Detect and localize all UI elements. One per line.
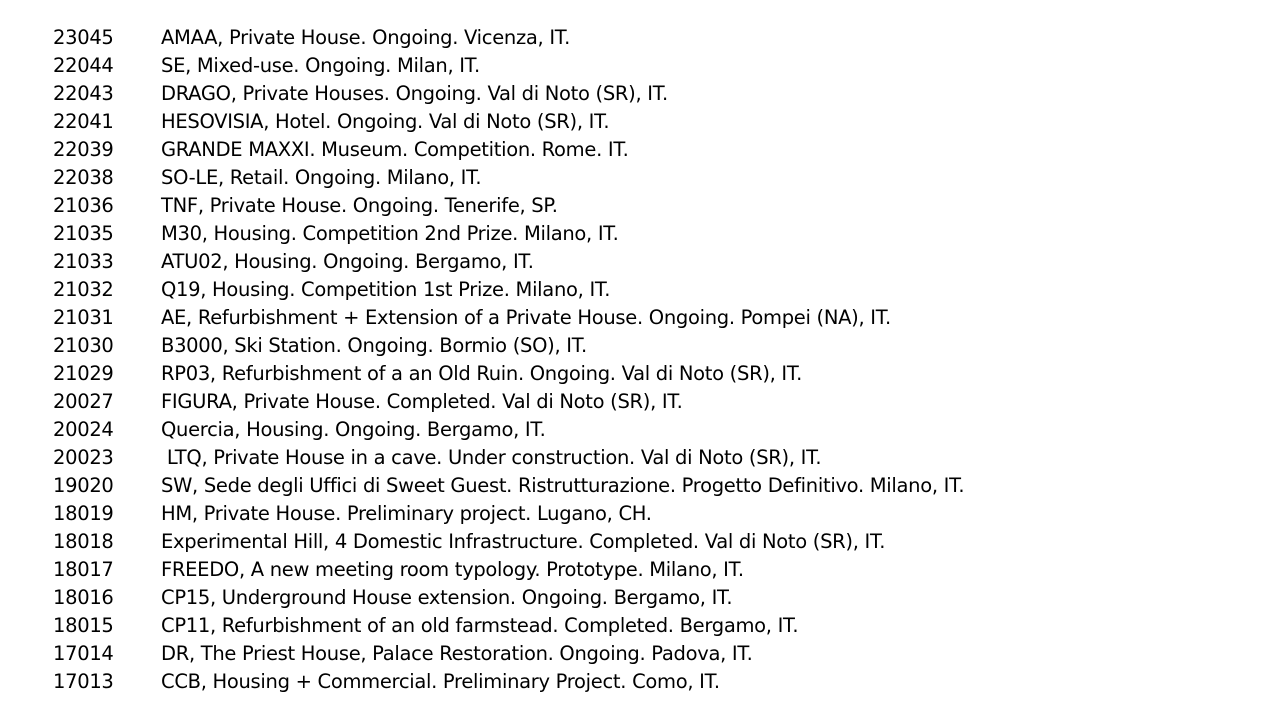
project-code: 21033 xyxy=(53,250,114,273)
project-code: 21032 xyxy=(53,278,114,301)
project-code: 21035 xyxy=(53,222,114,245)
project-code: 18018 xyxy=(53,530,114,553)
project-row[interactable] xyxy=(53,556,964,584)
project-code: 20027 xyxy=(53,390,114,413)
project-code: 18017 xyxy=(53,558,114,581)
project-row[interactable] xyxy=(53,52,964,80)
project-code: 19020 xyxy=(53,474,114,497)
project-description: SW, Sede degli Uffici di Sweet Guest. Ristrutturazione. Progetto Definitivo. Milano, IT. xyxy=(161,474,965,497)
project-row[interactable] xyxy=(53,472,964,500)
project-row[interactable] xyxy=(53,304,964,332)
project-code: 17014 xyxy=(53,642,114,665)
project-code: 22041 xyxy=(53,110,114,133)
project-description: TNF, Private House. Ongoing. Tenerife, SP. xyxy=(161,194,558,217)
project-description: LTQ, Private House in a cave. Under construction. Val di Noto (SR), IT. xyxy=(161,446,822,469)
project-description: FIGURA, Private House. Completed. Val di Noto (SR), IT. xyxy=(161,390,683,413)
project-code: 17013 xyxy=(53,670,114,693)
project-list xyxy=(53,24,964,696)
project-description: CP15, Underground House extension. Ongoing. Bergamo, IT. xyxy=(161,586,733,609)
project-row[interactable] xyxy=(53,500,964,528)
project-description: Quercia, Housing. Ongoing. Bergamo, IT. xyxy=(161,418,546,441)
project-row[interactable] xyxy=(53,164,964,192)
project-description: M30, Housing. Competition 2nd Prize. Milano, IT. xyxy=(161,222,619,245)
project-row[interactable] xyxy=(53,24,964,52)
project-code: 21029 xyxy=(53,362,114,385)
project-row[interactable] xyxy=(53,444,964,472)
project-row[interactable] xyxy=(53,276,964,304)
project-description: HESOVISIA, Hotel. Ongoing. Val di Noto (SR), IT. xyxy=(161,110,610,133)
project-code: 18016 xyxy=(53,586,114,609)
project-description: SE, Mixed-use. Ongoing. Milan, IT. xyxy=(161,54,480,77)
project-description: AMAA, Private House. Ongoing. Vicenza, IT. xyxy=(161,26,570,49)
project-code: 18015 xyxy=(53,614,114,637)
project-description: AE, Refurbishment + Extension of a Private House. Ongoing. Pompei (NA), IT. xyxy=(161,306,891,329)
project-row[interactable] xyxy=(53,416,964,444)
project-row[interactable] xyxy=(53,388,964,416)
project-code: 21036 xyxy=(53,194,114,217)
project-description: ATU02, Housing. Ongoing. Bergamo, IT. xyxy=(161,250,534,273)
project-description: DR, The Priest House, Palace Restoration. Ongoing. Padova, IT. xyxy=(161,642,753,665)
project-description: CCB, Housing + Commercial. Preliminary Project. Como, IT. xyxy=(161,670,720,693)
project-row[interactable] xyxy=(53,332,964,360)
project-description: B3000, Ski Station. Ongoing. Bormio (SO), IT. xyxy=(161,334,587,357)
project-row[interactable] xyxy=(53,192,964,220)
project-row[interactable] xyxy=(53,640,964,668)
project-description: Experimental Hill, 4 Domestic Infrastructure. Completed. Val di Noto (SR), IT. xyxy=(161,530,886,553)
project-row[interactable] xyxy=(53,612,964,640)
project-code: 20024 xyxy=(53,418,114,441)
project-row[interactable] xyxy=(53,360,964,388)
project-description: DRAGO, Private Houses. Ongoing. Val di Noto (SR), IT. xyxy=(161,82,668,105)
project-description: SO-LE, Retail. Ongoing. Milano, IT. xyxy=(161,166,482,189)
project-description: RP03, Refurbishment of a an Old Ruin. Ongoing. Val di Noto (SR), IT. xyxy=(161,362,803,385)
project-code: 22039 xyxy=(53,138,114,161)
project-code: 20023 xyxy=(53,446,114,469)
project-row[interactable] xyxy=(53,220,964,248)
project-row[interactable] xyxy=(53,528,964,556)
project-description: Q19, Housing. Competition 1st Prize. Milano, IT. xyxy=(161,278,611,301)
project-code: 22044 xyxy=(53,54,114,77)
project-description: HM, Private House. Preliminary project. Lugano, CH. xyxy=(161,502,652,525)
project-code: 21030 xyxy=(53,334,114,357)
project-row[interactable] xyxy=(53,136,964,164)
project-row[interactable] xyxy=(53,248,964,276)
project-code: 23045 xyxy=(53,26,114,49)
project-code: 18019 xyxy=(53,502,114,525)
project-description: FREEDO, A new meeting room typology. Prototype. Milano, IT. xyxy=(161,558,744,581)
project-code: 21031 xyxy=(53,306,114,329)
project-row[interactable] xyxy=(53,668,964,696)
project-row[interactable] xyxy=(53,584,964,612)
project-description: GRANDE MAXXI. Museum. Competition. Rome. IT. xyxy=(161,138,629,161)
project-description: CP11, Refurbishment of an old farmstead. Completed. Bergamo, IT. xyxy=(161,614,799,637)
project-row[interactable] xyxy=(53,108,964,136)
project-code: 22043 xyxy=(53,82,114,105)
project-row[interactable] xyxy=(53,80,964,108)
project-code: 22038 xyxy=(53,166,114,189)
